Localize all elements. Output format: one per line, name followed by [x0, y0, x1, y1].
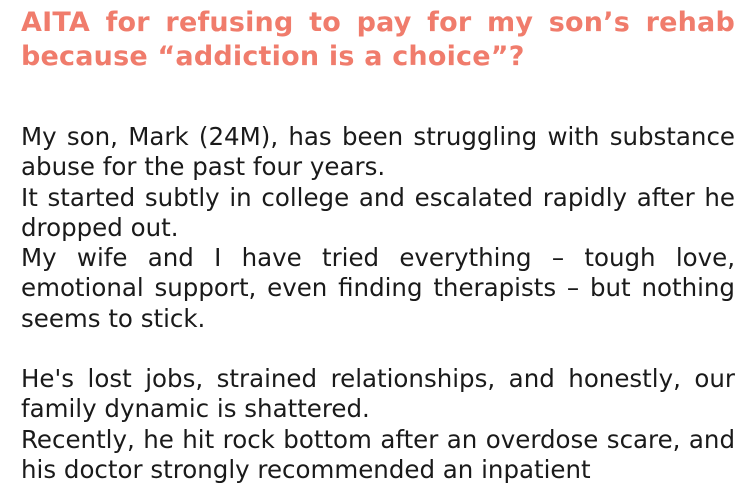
- body-paragraph: My wife and I have tried everything – tough love, emotional support, even finding therapists – but nothing seems to stick.: [21, 243, 735, 333]
- post-container: [21, 6, 735, 485]
- body-paragraph: He's lost jobs, strained relationships, and honestly, our family dynamic is shattered.: [21, 364, 735, 424]
- body-paragraph: My son, Mark (24M), has been struggling with substance abuse for the past four years.: [21, 122, 735, 182]
- post-title: AITA for refusing to pay for my son’s rehab because “addiction is a choice”?: [21, 7, 735, 72]
- body-paragraph: Recently, he hit rock bottom after an overdose scare, and his doctor strongly recommended an inpatient: [21, 424, 735, 484]
- post-body: [21, 122, 735, 485]
- body-paragraph: It started subtly in college and escalated rapidly after he dropped out.: [21, 182, 735, 242]
